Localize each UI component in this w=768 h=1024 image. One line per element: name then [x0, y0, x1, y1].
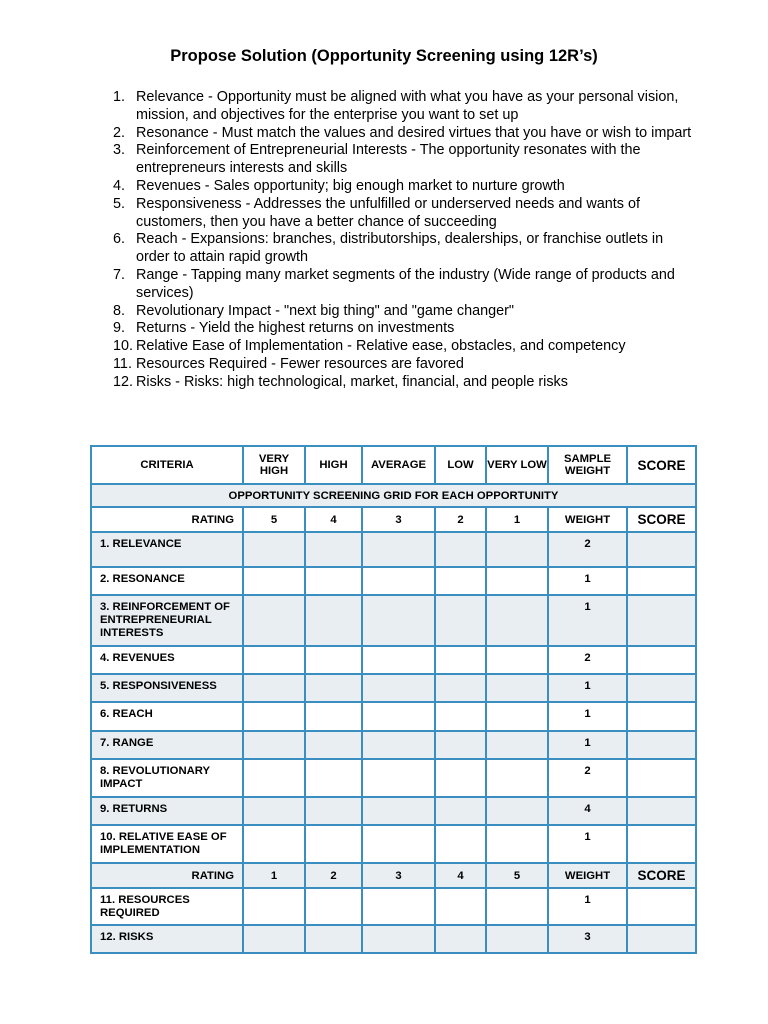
list-text: Responsiveness - Addresses the unfulfilled or underserved needs and wants of customers, then you have a better chance of succeeding	[136, 195, 640, 230]
score-label: SCORE	[627, 863, 696, 888]
opportunity-screening-table	[90, 445, 697, 954]
score-cell[interactable]	[627, 567, 696, 595]
criteria-cell: 3. REINFORCEMENT OF ENTREPRENEURIAL INTERESTS	[91, 595, 243, 646]
score-cell[interactable]	[627, 731, 696, 759]
rating-value: 1	[243, 863, 305, 888]
list-text: Resources Required - Fewer resources are favored	[136, 355, 464, 372]
rating-cell[interactable]	[486, 646, 548, 674]
list-item	[108, 125, 698, 143]
score-cell[interactable]	[627, 532, 696, 567]
rating-cell[interactable]	[486, 731, 548, 759]
list-number: 12.	[113, 373, 134, 390]
score-cell[interactable]	[627, 646, 696, 674]
rating-cell[interactable]	[362, 532, 435, 567]
rating-row	[91, 507, 696, 532]
rating-cell[interactable]	[435, 825, 486, 863]
rating-cell[interactable]	[486, 759, 548, 797]
rating-value: 5	[486, 863, 548, 888]
header-criteria: CRITERIA	[91, 446, 243, 484]
table-banner: OPPORTUNITY SCREENING GRID FOR EACH OPPORTUNITY	[91, 484, 696, 507]
rating-cell[interactable]	[243, 925, 305, 953]
list-number: 5.	[113, 195, 126, 212]
score-cell[interactable]	[627, 825, 696, 863]
weight-cell: 1	[548, 825, 627, 863]
rating-cell[interactable]	[486, 825, 548, 863]
criteria-cell: 9. RETURNS	[91, 797, 243, 825]
rating-cell[interactable]	[435, 674, 486, 702]
table-row	[91, 731, 696, 759]
table-row	[91, 797, 696, 825]
rating-cell[interactable]	[305, 674, 362, 702]
criteria-cell: 1. RELEVANCE	[91, 532, 243, 567]
rating-cell[interactable]	[362, 646, 435, 674]
score-label: SCORE	[627, 507, 696, 532]
list-number: 3.	[113, 142, 126, 159]
weight-cell: 1	[548, 731, 627, 759]
criteria-cell: 11. RESOURCES REQUIRED	[91, 888, 243, 925]
table-row	[91, 595, 696, 646]
rating-cell[interactable]	[243, 759, 305, 797]
rating-cell[interactable]	[435, 888, 486, 925]
rating-label: RATING	[91, 863, 243, 888]
score-cell[interactable]	[627, 595, 696, 646]
rating-cell[interactable]	[243, 797, 305, 825]
list-text: Relative Ease of Implementation - Relative ease, obstacles, and competency	[136, 338, 626, 355]
rating-cell[interactable]	[362, 731, 435, 759]
rating-cell[interactable]	[243, 567, 305, 595]
criteria-cell: 12. RISKS	[91, 925, 243, 953]
list-item	[108, 303, 698, 321]
rating-cell[interactable]	[305, 925, 362, 953]
rating-cell[interactable]	[486, 888, 548, 925]
weight-cell: 4	[548, 797, 627, 825]
rating-cell[interactable]	[305, 595, 362, 646]
rating-value: 2	[435, 507, 486, 532]
score-cell[interactable]	[627, 702, 696, 731]
rating-value: 5	[243, 507, 305, 532]
table-header-row	[91, 446, 696, 484]
rating-cell[interactable]	[305, 532, 362, 567]
criteria-cell: 10. RELATIVE EASE OF IMPLEMENTATION	[91, 825, 243, 863]
list-text: Revolutionary Impact - "next big thing" and "game changer"	[136, 302, 515, 319]
header-high: HIGH	[305, 446, 362, 484]
score-cell[interactable]	[627, 925, 696, 953]
rating-cell[interactable]	[362, 674, 435, 702]
header-very-low: VERY LOW	[486, 446, 548, 484]
list-text: Reach - Expansions: branches, distributorships, dealerships, or franchise outlets in order to attain rapid growth	[136, 231, 664, 266]
list-text: Risks - Risks: high technological, market, financial, and people risks	[136, 373, 568, 390]
criteria-list	[108, 89, 698, 392]
criteria-cell: 8. REVOLUTIONARY IMPACT	[91, 759, 243, 797]
rating-cell[interactable]	[243, 646, 305, 674]
list-number: 6.	[113, 231, 126, 248]
rating-cell[interactable]	[435, 925, 486, 953]
criteria-cell: 2. RESONANCE	[91, 567, 243, 595]
header-average: AVERAGE	[362, 446, 435, 484]
table-row	[91, 925, 696, 953]
weight-cell: 3	[548, 925, 627, 953]
rating-cell[interactable]	[486, 595, 548, 646]
list-number: 2.	[113, 124, 126, 141]
rating-cell[interactable]	[305, 646, 362, 674]
table-row	[91, 567, 696, 595]
weight-label: WEIGHT	[548, 863, 627, 888]
list-text: Reinforcement of Entrepreneurial Interests - The opportunity resonates with the entrepreneurs interests and skills	[136, 142, 641, 177]
rating-cell[interactable]	[362, 567, 435, 595]
rating-cell[interactable]	[486, 674, 548, 702]
rating-cell[interactable]	[486, 567, 548, 595]
weight-cell: 1	[548, 595, 627, 646]
weight-cell: 2	[548, 646, 627, 674]
rating-cell[interactable]	[305, 759, 362, 797]
list-item	[108, 231, 698, 267]
list-text: Revenues - Sales opportunity; big enough market to nurture growth	[136, 177, 565, 194]
rating-cell[interactable]	[362, 702, 435, 731]
list-number: 7.	[113, 266, 126, 283]
rating-value: 4	[435, 863, 486, 888]
score-cell[interactable]	[627, 759, 696, 797]
rating-cell[interactable]	[435, 759, 486, 797]
criteria-cell: 6. REACH	[91, 702, 243, 731]
criteria-cell: 5. RESPONSIVENESS	[91, 674, 243, 702]
rating-cell[interactable]	[435, 595, 486, 646]
rating-cell[interactable]	[362, 595, 435, 646]
table-row	[91, 646, 696, 674]
list-item	[108, 374, 698, 392]
rating-value: 3	[362, 507, 435, 532]
rating-cell[interactable]	[435, 646, 486, 674]
list-item	[108, 178, 698, 196]
table-row	[91, 674, 696, 702]
weight-cell: 1	[548, 702, 627, 731]
rating-cell[interactable]	[243, 674, 305, 702]
header-score: SCORE	[627, 446, 696, 484]
rating-cell[interactable]	[243, 532, 305, 567]
rating-label: RATING	[91, 507, 243, 532]
list-text: Returns - Yield the highest returns on investments	[136, 320, 455, 337]
list-number: 11.	[113, 355, 132, 372]
rating-cell[interactable]	[362, 925, 435, 953]
rating-cell[interactable]	[486, 925, 548, 953]
list-number: 1.	[113, 89, 126, 105]
weight-cell: 1	[548, 567, 627, 595]
list-item	[108, 89, 698, 125]
rating-cell[interactable]	[243, 595, 305, 646]
rating-cell[interactable]	[305, 731, 362, 759]
list-text: Range - Tapping many market segments of the industry (Wide range of products and services)	[136, 266, 675, 301]
table-row	[91, 759, 696, 797]
score-cell[interactable]	[627, 888, 696, 925]
list-number: 8.	[113, 302, 126, 319]
rating-cell[interactable]	[305, 888, 362, 925]
list-number: 10.	[113, 338, 134, 355]
table-row	[91, 825, 696, 863]
rating-cell[interactable]	[486, 702, 548, 731]
list-text: Resonance - Must match the values and desired virtues that you have or wish to impart	[136, 124, 692, 141]
list-item	[108, 320, 698, 338]
weight-cell: 2	[548, 759, 627, 797]
list-number: 9.	[113, 320, 126, 337]
weight-cell: 1	[548, 888, 627, 925]
rating-cell[interactable]	[362, 797, 435, 825]
rating-cell[interactable]	[362, 888, 435, 925]
weight-cell: 1	[548, 674, 627, 702]
rating-cell[interactable]	[435, 702, 486, 731]
header-very-high: VERY HIGH	[243, 446, 305, 484]
rating-cell[interactable]	[362, 759, 435, 797]
list-item	[108, 356, 698, 374]
list-item	[108, 267, 698, 303]
rating-cell[interactable]	[435, 567, 486, 595]
rating-value: 3	[362, 863, 435, 888]
rating-cell[interactable]	[486, 797, 548, 825]
criteria-cell: 4. REVENUES	[91, 646, 243, 674]
score-cell[interactable]	[627, 797, 696, 825]
list-item	[108, 196, 698, 232]
rating-cell[interactable]	[486, 532, 548, 567]
criteria-cell: 7. RANGE	[91, 731, 243, 759]
rating-cell[interactable]	[435, 797, 486, 825]
table-row	[91, 532, 696, 567]
rating-cell[interactable]	[435, 532, 486, 567]
score-cell[interactable]	[627, 674, 696, 702]
header-low: LOW	[435, 446, 486, 484]
list-item	[108, 338, 698, 356]
rating-row	[91, 863, 696, 888]
rating-value: 1	[486, 507, 548, 532]
page-title: Propose Solution (Opportunity Screening using 12R’s)	[170, 47, 598, 65]
list-number: 4.	[113, 177, 126, 194]
rating-cell[interactable]	[435, 731, 486, 759]
rating-cell[interactable]	[243, 702, 305, 731]
rating-cell[interactable]	[305, 702, 362, 731]
list-item	[108, 142, 698, 178]
table-row	[91, 888, 696, 925]
rating-cell[interactable]	[305, 797, 362, 825]
list-text: Relevance - Opportunity must be aligned with what you have as your personal vision, mission, and objectives for the enterprise you want to set up	[136, 89, 679, 123]
table-banner-row	[91, 484, 696, 507]
header-sample-weight: SAMPLE WEIGHT	[548, 446, 627, 484]
weight-label: WEIGHT	[548, 507, 627, 532]
weight-cell: 2	[548, 532, 627, 567]
rating-cell[interactable]	[243, 888, 305, 925]
table-row	[91, 702, 696, 731]
rating-cell[interactable]	[243, 825, 305, 863]
rating-cell[interactable]	[362, 825, 435, 863]
rating-cell[interactable]	[305, 567, 362, 595]
rating-cell[interactable]	[305, 825, 362, 863]
rating-value: 4	[305, 507, 362, 532]
rating-value: 2	[305, 863, 362, 888]
rating-cell[interactable]	[243, 731, 305, 759]
